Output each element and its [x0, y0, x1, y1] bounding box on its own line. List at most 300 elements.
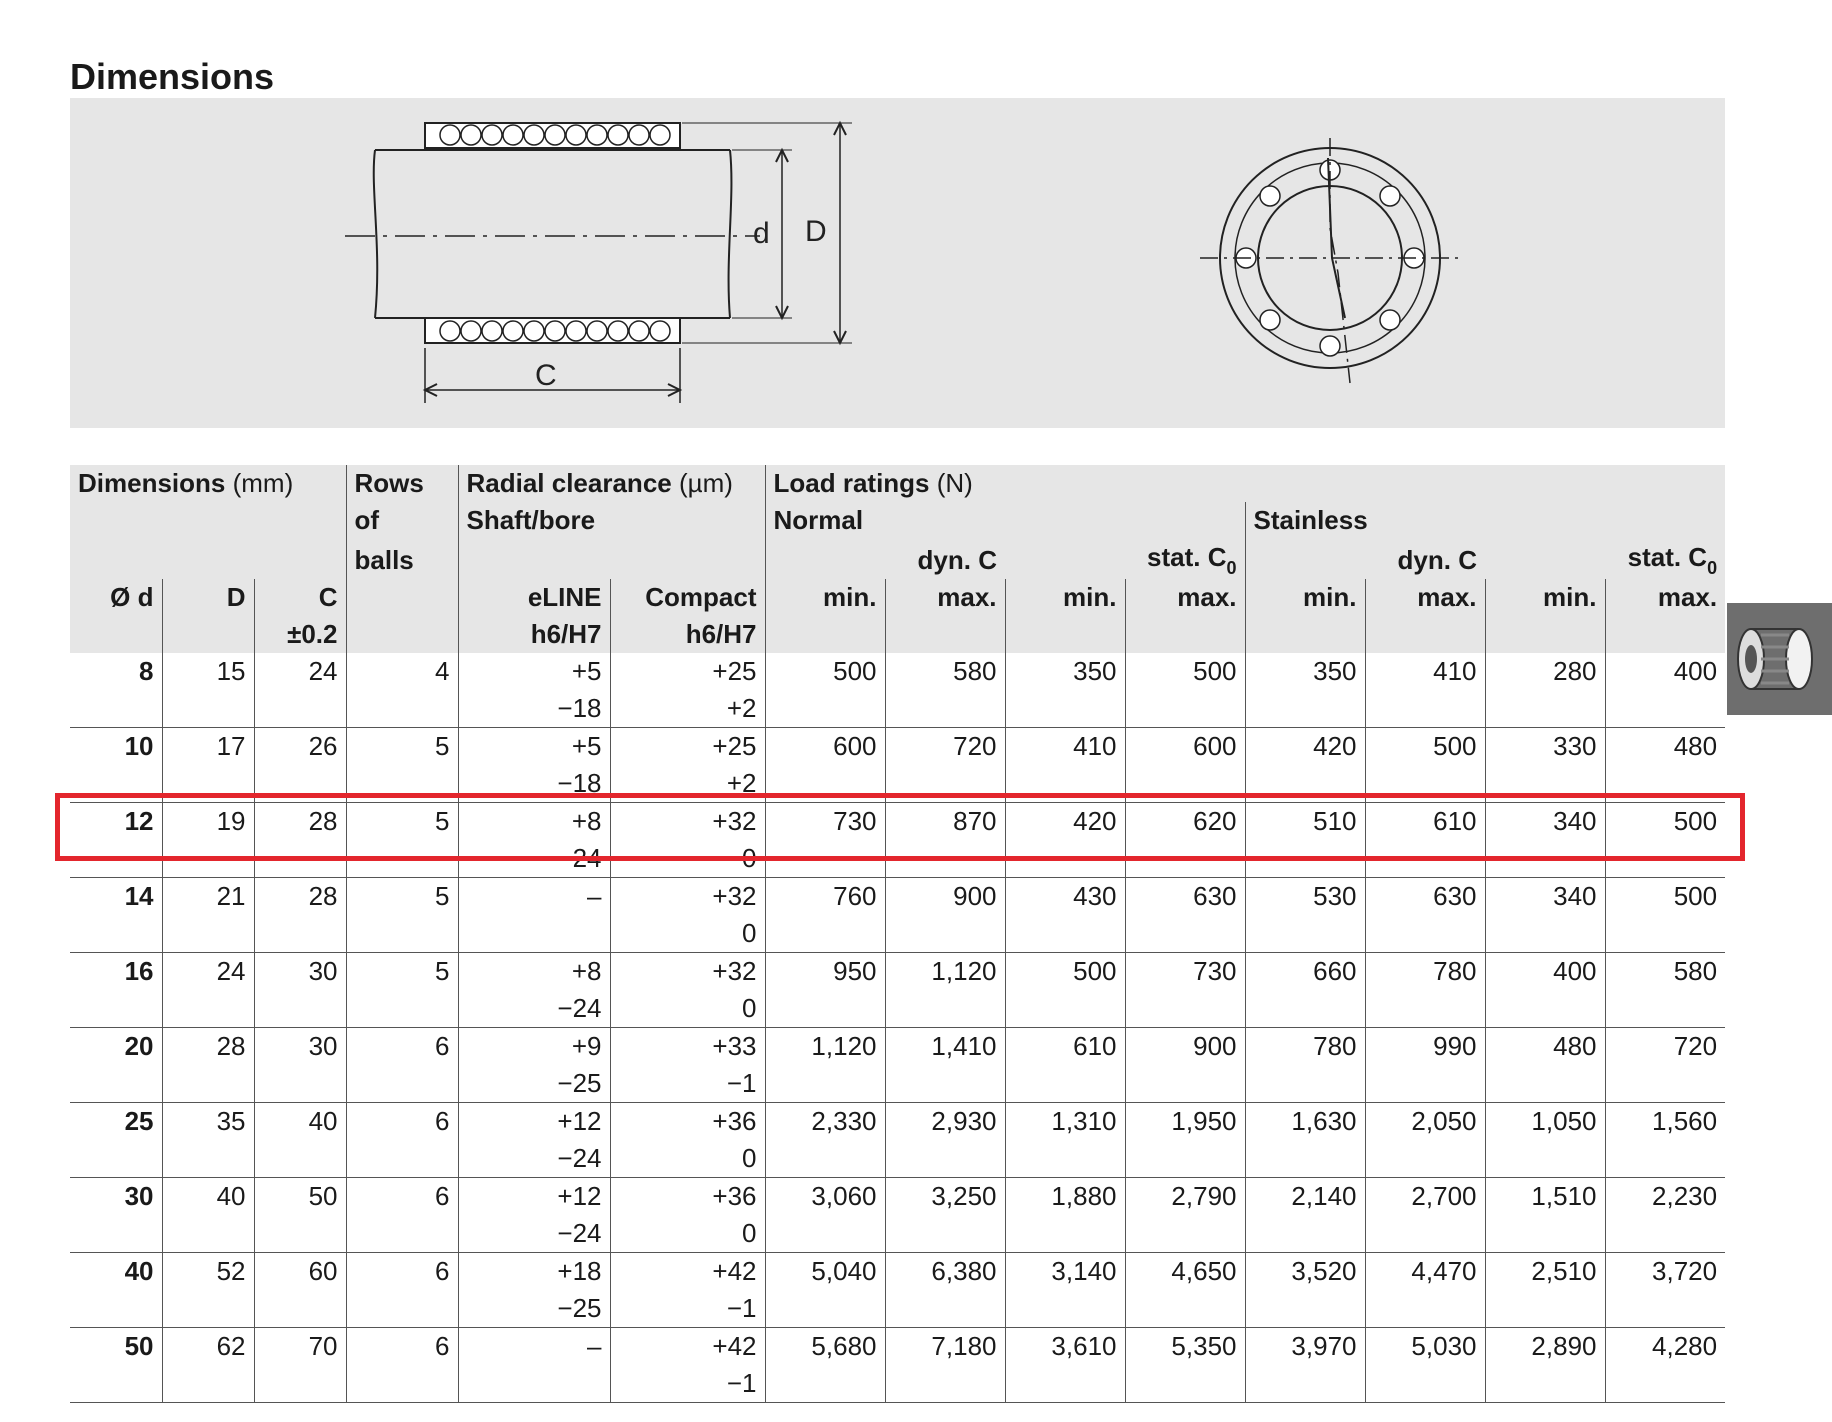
stainless-stat-min-cell: 2,890 [1485, 1328, 1605, 1366]
normal-stat-max-cell: 500 [1125, 653, 1245, 690]
label-C: C [535, 359, 557, 392]
diameter-D-cell: 17 [162, 728, 254, 766]
compact-clearance-cell: +32 [610, 803, 765, 841]
normal-stat-max-cell [1125, 1365, 1245, 1403]
diameter-d-cell [70, 1290, 162, 1328]
diameter-d-cell: 16 [124, 956, 154, 986]
table-row [70, 1028, 1725, 1066]
stainless-stat-min-cell: 2,510 [1485, 1253, 1605, 1291]
stainless-stat-min-cell [1485, 840, 1605, 878]
diameter-d-cell: 30 [124, 1181, 154, 1211]
stainless-stat-min-cell: 480 [1485, 1028, 1605, 1066]
stainless-stat-min-cell [1485, 1065, 1605, 1103]
normal-stat-min-cell [1005, 1140, 1125, 1178]
stainless-dyn-max-cell [1365, 990, 1485, 1028]
stainless-dyn-max-cell [1365, 690, 1485, 728]
normal-dyn-min-cell: 730 [765, 803, 885, 841]
normal-stat-max-cell: 1,950 [1125, 1103, 1245, 1141]
stainless-dyn-max-cell [1365, 1140, 1485, 1178]
rows-of-balls-cell [346, 690, 458, 728]
bushing-thumbnail-icon [1727, 603, 1832, 715]
eline-clearance-cell: – [458, 878, 610, 916]
compact-clearance-cell: +36 [610, 1103, 765, 1141]
stainless-dyn-max-cell [1365, 1290, 1485, 1328]
normal-stat-max-cell [1125, 915, 1245, 953]
normal-stat-min-cell [1005, 1215, 1125, 1253]
normal-stat-min-cell: 3,140 [1005, 1253, 1125, 1291]
eline-clearance-cell: −25 [458, 1065, 610, 1103]
normal-stat-max-cell [1125, 1140, 1245, 1178]
normal-dyn-max-cell: 1,410 [885, 1028, 1005, 1066]
table-header [70, 465, 1725, 653]
diameter-d-cell [70, 1140, 162, 1178]
normal-stat-max-cell: 900 [1125, 1028, 1245, 1066]
normal-dyn-min-cell: 760 [765, 878, 885, 916]
col-header-compact-fit: h6/H7 [610, 616, 765, 653]
table-row [70, 1103, 1725, 1141]
stainless-dyn-max-cell [1365, 840, 1485, 878]
end-view-drawing [1200, 138, 1460, 383]
compact-clearance-cell: +36 [610, 1178, 765, 1216]
eline-clearance-cell: −24 [458, 990, 610, 1028]
rows-of-balls-cell: 5 [346, 953, 458, 991]
diameter-d-cell [70, 915, 162, 953]
stainless-stat-min-cell [1485, 915, 1605, 953]
header-load-ratings: Load ratings (N) [765, 465, 1725, 502]
stainless-dyn-min-cell [1245, 1290, 1365, 1328]
diameter-d-cell: 8 [139, 656, 154, 686]
length-C-cell [254, 990, 346, 1028]
table-row-continuation [70, 990, 1725, 1028]
header-normal-stat-c: stat. $C_0$ [1005, 539, 1245, 579]
stainless-stat-min-cell: 330 [1485, 728, 1605, 766]
stainless-stat-max-cell: 4,280 [1605, 1328, 1725, 1366]
normal-dyn-min-cell: 600 [765, 728, 885, 766]
stainless-stat-min-cell [1485, 1215, 1605, 1253]
diameter-d-cell [70, 840, 162, 878]
length-C-cell [254, 690, 346, 728]
length-C-cell: 26 [254, 728, 346, 766]
diameter-D-cell: 40 [162, 1178, 254, 1216]
table-row [70, 953, 1725, 991]
stainless-dyn-max-cell: 630 [1365, 878, 1485, 916]
compact-clearance-cell: +25 [610, 728, 765, 766]
diameter-D-cell [162, 1065, 254, 1103]
normal-dyn-min-cell [765, 1365, 885, 1403]
length-C-cell [254, 765, 346, 803]
table-row [70, 728, 1725, 766]
table-row-continuation [70, 1290, 1725, 1328]
eline-clearance-cell: −18 [458, 765, 610, 803]
eline-clearance-cell [458, 915, 610, 953]
length-C-cell: 30 [254, 1028, 346, 1066]
normal-dyn-min-cell [765, 915, 885, 953]
normal-stat-min-cell: 1,310 [1005, 1103, 1125, 1141]
length-C-cell: 40 [254, 1103, 346, 1141]
stainless-dyn-min-cell [1245, 840, 1365, 878]
normal-stat-min-cell: 410 [1005, 728, 1125, 766]
normal-stat-min-cell [1005, 915, 1125, 953]
stainless-stat-max-cell [1605, 840, 1725, 878]
diameter-d-cell: 25 [124, 1106, 154, 1136]
normal-dyn-max-cell: 2,930 [885, 1103, 1005, 1141]
diameter-d-cell: 40 [124, 1256, 154, 1286]
normal-dyn-max-cell: 7,180 [885, 1328, 1005, 1366]
eline-clearance-cell: −24 [458, 840, 610, 878]
stainless-dyn-min-cell [1245, 915, 1365, 953]
table-row-continuation [70, 690, 1725, 728]
diameter-D-cell [162, 1365, 254, 1403]
compact-clearance-cell: +32 [610, 878, 765, 916]
stainless-dyn-min-cell: 2,140 [1245, 1178, 1365, 1216]
stainless-dyn-max-cell [1365, 915, 1485, 953]
stainless-stat-max-cell: 2,230 [1605, 1178, 1725, 1216]
stainless-stat-max-cell [1605, 1140, 1725, 1178]
normal-dyn-min-cell: 5,680 [765, 1328, 885, 1366]
stainless-dyn-min-cell: 780 [1245, 1028, 1365, 1066]
eline-clearance-cell: +12 [458, 1178, 610, 1216]
stainless-stat-min-cell: 1,510 [1485, 1178, 1605, 1216]
col-header-s-stat-max: max. [1605, 579, 1725, 616]
normal-stat-min-cell [1005, 690, 1125, 728]
normal-dyn-min-cell [765, 1290, 885, 1328]
stainless-stat-max-cell: 500 [1605, 878, 1725, 916]
stainless-dyn-min-cell: 420 [1245, 728, 1365, 766]
normal-stat-max-cell: 600 [1125, 728, 1245, 766]
normal-dyn-min-cell: 5,040 [765, 1253, 885, 1291]
normal-dyn-min-cell [765, 690, 885, 728]
stainless-stat-min-cell [1485, 765, 1605, 803]
normal-stat-min-cell [1005, 1365, 1125, 1403]
normal-stat-max-cell: 730 [1125, 953, 1245, 991]
normal-dyn-max-cell [885, 1215, 1005, 1253]
stainless-dyn-min-cell: 530 [1245, 878, 1365, 916]
normal-stat-max-cell [1125, 1215, 1245, 1253]
label-D: D [805, 215, 827, 248]
eline-clearance-cell: −18 [458, 690, 610, 728]
diameter-d-cell [70, 1215, 162, 1253]
eline-clearance-cell: −25 [458, 1290, 610, 1328]
header-normal: Normal [765, 502, 1245, 539]
col-header-n-dyn-max: max. [885, 579, 1005, 616]
col-header-C: C [254, 579, 346, 616]
diameter-d-cell [70, 1365, 162, 1403]
diameter-D-cell [162, 1215, 254, 1253]
rows-of-balls-cell [346, 1365, 458, 1403]
eline-clearance-cell: +12 [458, 1103, 610, 1141]
stainless-dyn-max-cell: 2,700 [1365, 1178, 1485, 1216]
stainless-dyn-min-cell [1245, 990, 1365, 1028]
rows-of-balls-cell: 5 [346, 728, 458, 766]
eline-clearance-cell: – [458, 1328, 610, 1366]
stainless-stat-min-cell: 1,050 [1485, 1103, 1605, 1141]
normal-dyn-min-cell: 500 [765, 653, 885, 690]
stainless-dyn-max-cell [1365, 1365, 1485, 1403]
compact-clearance-cell: −1 [610, 1290, 765, 1328]
normal-stat-max-cell: 2,790 [1125, 1178, 1245, 1216]
normal-stat-min-cell [1005, 1065, 1125, 1103]
compact-clearance-cell: 0 [610, 1215, 765, 1253]
rows-of-balls-cell: 5 [346, 878, 458, 916]
stainless-dyn-min-cell: 660 [1245, 953, 1365, 991]
length-C-cell: 28 [254, 803, 346, 841]
length-C-cell [254, 1290, 346, 1328]
diameter-d-cell: 14 [124, 881, 154, 911]
normal-stat-max-cell [1125, 765, 1245, 803]
length-C-cell [254, 840, 346, 878]
stainless-dyn-min-cell: 3,520 [1245, 1253, 1365, 1291]
length-C-cell: 24 [254, 653, 346, 690]
rows-of-balls-cell [346, 1290, 458, 1328]
table-row-continuation [70, 1365, 1725, 1403]
eline-clearance-cell: +18 [458, 1253, 610, 1291]
normal-dyn-max-cell [885, 840, 1005, 878]
table-row-continuation [70, 1065, 1725, 1103]
stainless-dyn-min-cell [1245, 1065, 1365, 1103]
col-header-s-dyn-max: max. [1365, 579, 1485, 616]
length-C-cell: 70 [254, 1328, 346, 1366]
rows-of-balls-cell: 6 [346, 1028, 458, 1066]
table-row-continuation [70, 1215, 1725, 1253]
eline-clearance-cell: −24 [458, 1215, 610, 1253]
rows-of-balls-cell: 6 [346, 1328, 458, 1366]
stainless-stat-max-cell: 1,560 [1605, 1103, 1725, 1141]
header-rows: Rows [346, 465, 458, 502]
normal-dyn-max-cell [885, 1065, 1005, 1103]
stainless-dyn-max-cell: 2,050 [1365, 1103, 1485, 1141]
table-row [70, 1253, 1725, 1291]
normal-dyn-max-cell [885, 1140, 1005, 1178]
header-normal-dyn-c: dyn. C [765, 539, 1005, 579]
normal-dyn-max-cell [885, 690, 1005, 728]
diameter-D-cell: 24 [162, 953, 254, 991]
stainless-dyn-min-cell [1245, 690, 1365, 728]
table-body [70, 653, 1725, 1403]
diameter-D-cell: 52 [162, 1253, 254, 1291]
stainless-dyn-max-cell [1365, 1215, 1485, 1253]
compact-clearance-cell: +2 [610, 690, 765, 728]
header-stainless-dyn-c: dyn. C [1245, 539, 1485, 579]
dimensions-table [70, 465, 1725, 1403]
stainless-stat-min-cell [1485, 1140, 1605, 1178]
col-header-n-stat-max: max. [1125, 579, 1245, 616]
dimension-drawing-panel [70, 98, 1725, 428]
rows-of-balls-cell [346, 1065, 458, 1103]
stainless-dyn-max-cell: 5,030 [1365, 1328, 1485, 1366]
normal-dyn-min-cell: 2,330 [765, 1103, 885, 1141]
normal-dyn-min-cell [765, 1140, 885, 1178]
diameter-d-cell [70, 765, 162, 803]
diameter-D-cell: 62 [162, 1328, 254, 1366]
normal-dyn-min-cell: 1,120 [765, 1028, 885, 1066]
col-header-s-stat-min: min. [1485, 579, 1605, 616]
col-header-D: D [162, 579, 254, 616]
header-radial-clearance: Radial clearance (µm) [458, 465, 765, 502]
normal-stat-min-cell: 3,610 [1005, 1328, 1125, 1366]
normal-stat-max-cell: 630 [1125, 878, 1245, 916]
stainless-stat-max-cell [1605, 990, 1725, 1028]
normal-stat-max-cell [1125, 1290, 1245, 1328]
compact-clearance-cell: +33 [610, 1028, 765, 1066]
normal-dyn-min-cell: 3,060 [765, 1178, 885, 1216]
stainless-dyn-max-cell: 4,470 [1365, 1253, 1485, 1291]
normal-stat-max-cell [1125, 1065, 1245, 1103]
diameter-D-cell [162, 1140, 254, 1178]
stainless-stat-max-cell: 400 [1605, 653, 1725, 690]
side-view-drawing [345, 123, 852, 403]
compact-clearance-cell: 0 [610, 840, 765, 878]
length-C-cell: 60 [254, 1253, 346, 1291]
normal-stat-min-cell [1005, 1290, 1125, 1328]
stainless-stat-max-cell: 500 [1605, 803, 1725, 841]
normal-stat-min-cell: 420 [1005, 803, 1125, 841]
compact-clearance-cell: −1 [610, 1365, 765, 1403]
normal-dyn-max-cell: 3,250 [885, 1178, 1005, 1216]
stainless-dyn-max-cell: 780 [1365, 953, 1485, 991]
diameter-d-cell: 20 [124, 1031, 154, 1061]
rows-of-balls-cell [346, 765, 458, 803]
diameter-D-cell: 28 [162, 1028, 254, 1066]
normal-dyn-max-cell: 870 [885, 803, 1005, 841]
diameter-D-cell [162, 1290, 254, 1328]
diameter-D-cell [162, 990, 254, 1028]
col-header-compact: Compact [610, 579, 765, 616]
stainless-stat-max-cell: 3,720 [1605, 1253, 1725, 1291]
stainless-stat-max-cell [1605, 1290, 1725, 1328]
length-C-cell [254, 1215, 346, 1253]
normal-dyn-min-cell [765, 1065, 885, 1103]
diameter-D-cell: 19 [162, 803, 254, 841]
stainless-stat-max-cell: 480 [1605, 728, 1725, 766]
stainless-dyn-max-cell: 610 [1365, 803, 1485, 841]
eline-clearance-cell: +5 [458, 653, 610, 690]
col-header-n-stat-min: min. [1005, 579, 1125, 616]
normal-stat-min-cell [1005, 840, 1125, 878]
eline-clearance-cell: +8 [458, 953, 610, 991]
compact-clearance-cell: +42 [610, 1253, 765, 1291]
normal-stat-max-cell: 620 [1125, 803, 1245, 841]
normal-dyn-max-cell: 720 [885, 728, 1005, 766]
stainless-dyn-min-cell [1245, 1215, 1365, 1253]
diameter-d-cell [70, 1065, 162, 1103]
normal-dyn-max-cell [885, 990, 1005, 1028]
rows-of-balls-cell: 5 [346, 803, 458, 841]
stainless-dyn-min-cell [1245, 765, 1365, 803]
stainless-stat-min-cell: 280 [1485, 653, 1605, 690]
compact-clearance-cell: 0 [610, 990, 765, 1028]
normal-dyn-max-cell [885, 1365, 1005, 1403]
rows-of-balls-cell: 4 [346, 653, 458, 690]
eline-clearance-cell [458, 1365, 610, 1403]
rows-of-balls-cell [346, 990, 458, 1028]
stainless-dyn-min-cell [1245, 1140, 1365, 1178]
normal-dyn-min-cell [765, 990, 885, 1028]
eline-clearance-cell: +5 [458, 728, 610, 766]
diameter-d-cell: 12 [124, 806, 154, 836]
compact-clearance-cell: +42 [610, 1328, 765, 1366]
normal-dyn-min-cell [765, 765, 885, 803]
diameter-d-cell [70, 990, 162, 1028]
normal-dyn-max-cell [885, 915, 1005, 953]
stainless-stat-max-cell [1605, 915, 1725, 953]
compact-clearance-cell: −1 [610, 1065, 765, 1103]
stainless-dyn-max-cell: 410 [1365, 653, 1485, 690]
header-stainless: Stainless [1245, 502, 1725, 539]
normal-stat-min-cell: 350 [1005, 653, 1125, 690]
table-row-continuation [70, 915, 1725, 953]
diameter-D-cell: 21 [162, 878, 254, 916]
table-row-continuation [70, 765, 1725, 803]
col-header-d: Ø d [70, 579, 162, 616]
stainless-dyn-min-cell [1245, 1365, 1365, 1403]
normal-stat-max-cell [1125, 990, 1245, 1028]
stainless-dyn-min-cell: 350 [1245, 653, 1365, 690]
diameter-D-cell: 35 [162, 1103, 254, 1141]
col-header-s-dyn-min: min. [1245, 579, 1365, 616]
normal-dyn-max-cell [885, 765, 1005, 803]
stainless-stat-max-cell [1605, 765, 1725, 803]
compact-clearance-cell: +32 [610, 953, 765, 991]
rows-of-balls-cell: 6 [346, 1103, 458, 1141]
stainless-stat-min-cell: 340 [1485, 878, 1605, 916]
header-rows-of: of [346, 502, 458, 539]
stainless-dyn-max-cell [1365, 1065, 1485, 1103]
compact-clearance-cell: 0 [610, 915, 765, 953]
stainless-dyn-max-cell: 500 [1365, 728, 1485, 766]
length-C-cell: 28 [254, 878, 346, 916]
stainless-dyn-max-cell: 990 [1365, 1028, 1485, 1066]
eline-clearance-cell: −24 [458, 1140, 610, 1178]
length-C-cell [254, 915, 346, 953]
col-header-eline: eLINE [458, 579, 610, 616]
normal-dyn-max-cell: 900 [885, 878, 1005, 916]
col-header-n-dyn-min: min. [765, 579, 885, 616]
length-C-cell [254, 1365, 346, 1403]
diameter-d-cell: 10 [124, 731, 154, 761]
stainless-stat-max-cell [1605, 1065, 1725, 1103]
normal-dyn-max-cell: 6,380 [885, 1253, 1005, 1291]
stainless-stat-min-cell [1485, 990, 1605, 1028]
side-tab[interactable] [1727, 603, 1832, 715]
length-C-cell [254, 1140, 346, 1178]
normal-dyn-max-cell [885, 1290, 1005, 1328]
stainless-stat-max-cell: 720 [1605, 1028, 1725, 1066]
stainless-stat-min-cell: 340 [1485, 803, 1605, 841]
normal-dyn-min-cell: 950 [765, 953, 885, 991]
diameter-d-cell [70, 690, 162, 728]
normal-dyn-max-cell: 580 [885, 653, 1005, 690]
eline-clearance-cell: +8 [458, 803, 610, 841]
stainless-stat-min-cell [1485, 1290, 1605, 1328]
stainless-stat-max-cell: 580 [1605, 953, 1725, 991]
diameter-D-cell [162, 840, 254, 878]
normal-dyn-min-cell [765, 840, 885, 878]
diameter-D-cell: 15 [162, 653, 254, 690]
compact-clearance-cell: +2 [610, 765, 765, 803]
length-C-cell: 30 [254, 953, 346, 991]
table-row [70, 878, 1725, 916]
normal-dyn-min-cell [765, 1215, 885, 1253]
stainless-stat-max-cell [1605, 690, 1725, 728]
rows-of-balls-cell: 6 [346, 1178, 458, 1216]
section-heading: Dimensions [70, 56, 275, 97]
stainless-stat-max-cell [1605, 1365, 1725, 1403]
table-row [70, 653, 1725, 690]
length-C-cell: 50 [254, 1178, 346, 1216]
rows-of-balls-cell [346, 1140, 458, 1178]
normal-dyn-max-cell: 1,120 [885, 953, 1005, 991]
header-shaft-bore: Shaft/bore [458, 502, 765, 539]
